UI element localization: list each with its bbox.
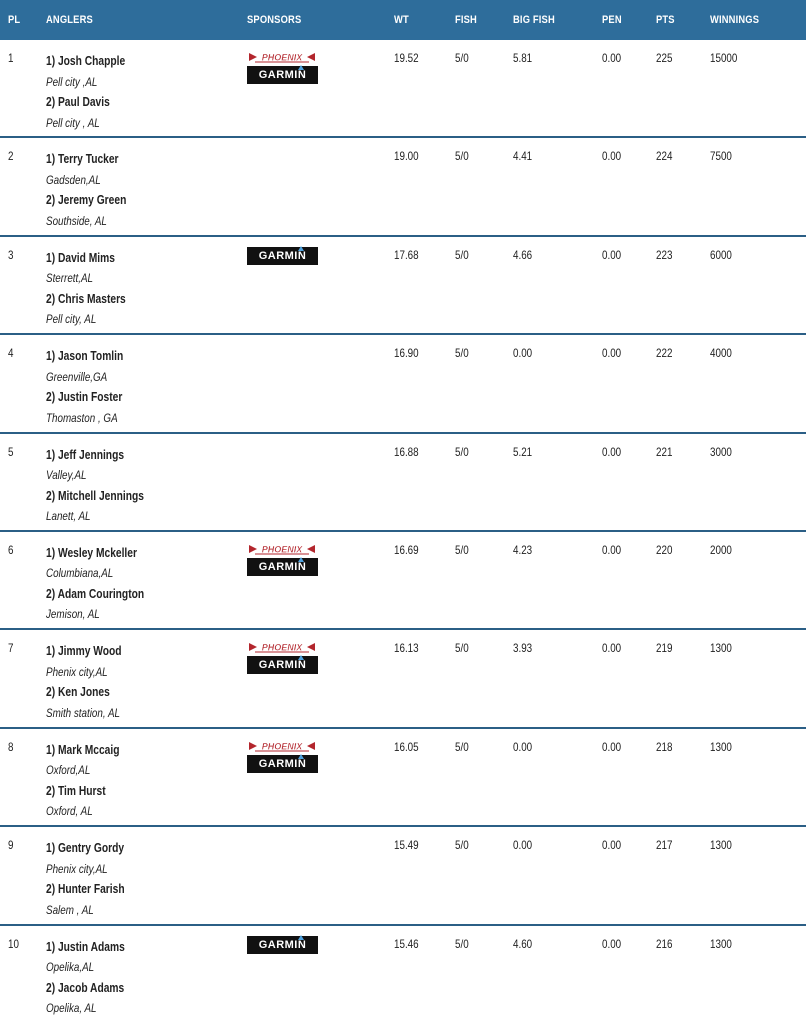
place-cell: 9 — [8, 838, 14, 853]
anglers-cell — [46, 445, 165, 527]
angler-1-location: Greenville,GA — [46, 369, 108, 384]
penalty-cell: 0.00 — [602, 51, 622, 65]
angler-1-location: Phenix city,AL — [46, 664, 108, 679]
weight-cell: 16.05 — [394, 739, 419, 754]
angler-2-name: 2) Adam Courington — [46, 586, 145, 601]
anglers-cell — [46, 740, 136, 822]
anglers-cell — [46, 248, 143, 330]
sponsors-cell — [247, 739, 319, 773]
winnings-cell: 15000 — [710, 51, 738, 65]
angler-1-name: 1) David Mims — [46, 250, 115, 265]
garmin-logo: GARMIN — [247, 656, 318, 674]
weight-cell: 15.46 — [394, 936, 419, 951]
place-cell: 7 — [8, 641, 14, 656]
angler-2-name: 2) Jacob Adams — [46, 980, 125, 995]
table-row — [0, 237, 806, 335]
angler-2-name: 2) Tim Hurst — [46, 783, 106, 798]
header-pts[interactable]: PTS — [656, 14, 675, 26]
penalty-cell: 0.00 — [602, 838, 622, 853]
penalty-cell: 0.00 — [602, 346, 622, 361]
angler-1-location: Gadsden,AL — [46, 172, 101, 187]
anglers-cell — [46, 51, 143, 133]
header-fish[interactable]: FISH — [455, 14, 477, 26]
fish-cell: 5/0 — [455, 838, 469, 853]
sponsors-cell — [247, 50, 319, 84]
table-row — [0, 434, 806, 532]
big-fish-cell: 4.41 — [513, 149, 533, 164]
penalty-cell: 0.00 — [602, 641, 622, 656]
table-row — [0, 729, 806, 827]
weight-cell: 17.68 — [394, 247, 419, 262]
svg-text:PHOENIX: PHOENIX — [261, 741, 303, 752]
winnings-cell: 2000 — [710, 542, 732, 557]
sponsors-cell — [247, 247, 319, 265]
table-header — [0, 0, 806, 40]
angler-1-name: 1) Terry Tucker — [46, 152, 119, 167]
phoenix-logo — [247, 50, 317, 62]
garmin-logo: GARMIN — [247, 247, 318, 265]
table-row — [0, 532, 806, 630]
penalty-cell: 0.00 — [602, 247, 622, 262]
angler-1-location: Sterrett,AL — [46, 271, 94, 286]
angler-2-location: Pell city , AL — [46, 115, 100, 130]
fish-cell: 5/0 — [455, 936, 469, 951]
angler-2-location: Oxford, AL — [46, 804, 93, 819]
place-cell: 6 — [8, 542, 14, 557]
place-cell: 8 — [8, 739, 14, 754]
angler-1-location: Valley,AL — [46, 468, 87, 483]
penalty-cell: 0.00 — [602, 936, 622, 951]
angler-2-location: Opelika, AL — [46, 1001, 97, 1016]
anglers-cell — [46, 641, 138, 723]
table-row — [0, 827, 806, 925]
anglers-cell — [46, 937, 142, 1019]
table-row — [0, 926, 806, 1024]
big-fish-cell: 4.60 — [513, 936, 533, 951]
header-anglers[interactable]: ANGLERS — [46, 14, 93, 26]
angler-2-name: 2) Chris Masters — [46, 291, 126, 306]
table-row — [0, 335, 806, 433]
angler-2-location: Pell city, AL — [46, 312, 97, 327]
winnings-cell: 1300 — [710, 739, 732, 754]
angler-2-name: 2) Ken Jones — [46, 685, 110, 700]
angler-1-location: Opelika,AL — [46, 960, 95, 975]
anglers-cell — [46, 149, 144, 231]
anglers-cell — [46, 346, 140, 428]
anglers-cell — [46, 838, 142, 920]
angler-1-name: 1) Jeff Jennings — [46, 447, 125, 462]
fish-cell: 5/0 — [455, 444, 469, 459]
garmin-logo: GARMIN — [247, 936, 318, 954]
place-cell: 1 — [8, 51, 14, 65]
winnings-cell: 1300 — [710, 641, 732, 656]
penalty-cell: 0.00 — [602, 149, 622, 164]
garmin-logo: GARMIN — [247, 755, 318, 773]
table-row — [0, 40, 806, 138]
angler-2-name: 2) Mitchell Jennings — [46, 488, 144, 503]
header-sponsors[interactable]: SPONSORS — [247, 14, 302, 26]
points-cell: 218 — [656, 739, 673, 754]
header-winnings[interactable]: WINNINGS — [710, 14, 760, 26]
weight-cell: 16.13 — [394, 641, 419, 656]
svg-text:PHOENIX: PHOENIX — [261, 544, 303, 555]
winnings-cell: 1300 — [710, 936, 732, 951]
weight-cell: 16.69 — [394, 542, 419, 557]
fish-cell: 5/0 — [455, 149, 469, 164]
svg-text:PHOENIX: PHOENIX — [261, 642, 303, 653]
phoenix-logo — [247, 739, 317, 751]
angler-2-location: Southside, AL — [46, 213, 107, 228]
points-cell: 225 — [656, 51, 673, 65]
fish-cell: 5/0 — [455, 51, 469, 65]
big-fish-cell: 4.23 — [513, 542, 533, 557]
penalty-cell: 0.00 — [602, 542, 622, 557]
angler-1-name: 1) Mark Mccaig — [46, 742, 120, 757]
phoenix-logo — [247, 542, 317, 554]
weight-cell: 16.88 — [394, 444, 419, 459]
header-pen[interactable]: PEN — [602, 14, 622, 26]
big-fish-cell: 5.81 — [513, 51, 533, 65]
sponsors-cell — [247, 936, 319, 954]
winnings-cell: 3000 — [710, 444, 732, 459]
winnings-cell: 4000 — [710, 346, 732, 361]
angler-2-name: 2) Jeremy Green — [46, 193, 127, 208]
fish-cell: 5/0 — [455, 739, 469, 754]
penalty-cell: 0.00 — [602, 444, 622, 459]
angler-1-location: Pell city ,AL — [46, 74, 98, 89]
points-cell: 220 — [656, 542, 673, 557]
place-cell: 10 — [8, 936, 19, 951]
angler-2-name: 2) Hunter Farish — [46, 882, 125, 897]
angler-1-location: Oxford,AL — [46, 763, 91, 778]
big-fish-cell: 0.00 — [513, 739, 533, 754]
angler-1-name: 1) Gentry Gordy — [46, 841, 125, 856]
big-fish-cell: 0.00 — [513, 346, 533, 361]
weight-cell: 16.90 — [394, 346, 419, 361]
points-cell: 224 — [656, 149, 673, 164]
points-cell: 221 — [656, 444, 673, 459]
place-cell: 3 — [8, 247, 14, 262]
big-fish-cell: 0.00 — [513, 838, 533, 853]
place-cell: 4 — [8, 346, 14, 361]
angler-2-location: Thomaston , GA — [46, 410, 118, 425]
phoenix-logo — [247, 640, 317, 652]
garmin-logo: GARMIN — [247, 558, 318, 576]
big-fish-cell: 3.93 — [513, 641, 533, 656]
header-pl[interactable]: PL — [8, 14, 21, 26]
table-row — [0, 630, 806, 728]
big-fish-cell: 4.66 — [513, 247, 533, 262]
winnings-cell: 7500 — [710, 149, 732, 164]
points-cell: 217 — [656, 838, 673, 853]
big-fish-cell: 5.21 — [513, 444, 533, 459]
points-cell: 222 — [656, 346, 673, 361]
fish-cell: 5/0 — [455, 346, 469, 361]
angler-2-location: Salem , AL — [46, 902, 94, 917]
place-cell: 2 — [8, 149, 14, 164]
sponsors-cell — [247, 640, 319, 674]
angler-2-name: 2) Justin Foster — [46, 390, 123, 405]
angler-1-name: 1) Jimmy Wood — [46, 644, 122, 659]
angler-2-location: Smith station, AL — [46, 705, 121, 720]
angler-2-name: 2) Paul Davis — [46, 95, 110, 109]
penalty-cell: 0.00 — [602, 739, 622, 754]
table-body — [0, 40, 806, 1024]
header-big-fish[interactable]: BIG FISH — [513, 14, 555, 26]
angler-2-location: Jemison, AL — [46, 607, 100, 622]
angler-1-location: Columbiana,AL — [46, 566, 114, 581]
sponsors-cell — [247, 542, 319, 576]
angler-1-name: 1) Justin Adams — [46, 939, 125, 954]
fish-cell: 5/0 — [455, 247, 469, 262]
anglers-cell — [46, 543, 166, 625]
fish-cell: 5/0 — [455, 641, 469, 656]
angler-2-location: Lanett, AL — [46, 509, 91, 524]
angler-1-name: 1) Jason Tomlin — [46, 349, 124, 364]
weight-cell: 15.49 — [394, 838, 419, 853]
points-cell: 216 — [656, 936, 673, 951]
fish-cell: 5/0 — [455, 542, 469, 557]
winnings-cell: 1300 — [710, 838, 732, 853]
angler-1-name: 1) Wesley Mckeller — [46, 545, 137, 560]
weight-cell: 19.00 — [394, 149, 419, 164]
table-row — [0, 138, 806, 236]
header-wt[interactable]: WT — [394, 14, 409, 26]
garmin-logo: GARMIN — [247, 66, 318, 84]
angler-1-location: Phenix city,AL — [46, 861, 108, 876]
winnings-cell: 6000 — [710, 247, 732, 262]
points-cell: 223 — [656, 247, 673, 262]
svg-text:PHOENIX: PHOENIX — [261, 52, 303, 63]
points-cell: 219 — [656, 641, 673, 656]
place-cell: 5 — [8, 444, 14, 459]
angler-1-name: 1) Josh Chapple — [46, 54, 126, 68]
weight-cell: 19.52 — [394, 51, 419, 65]
